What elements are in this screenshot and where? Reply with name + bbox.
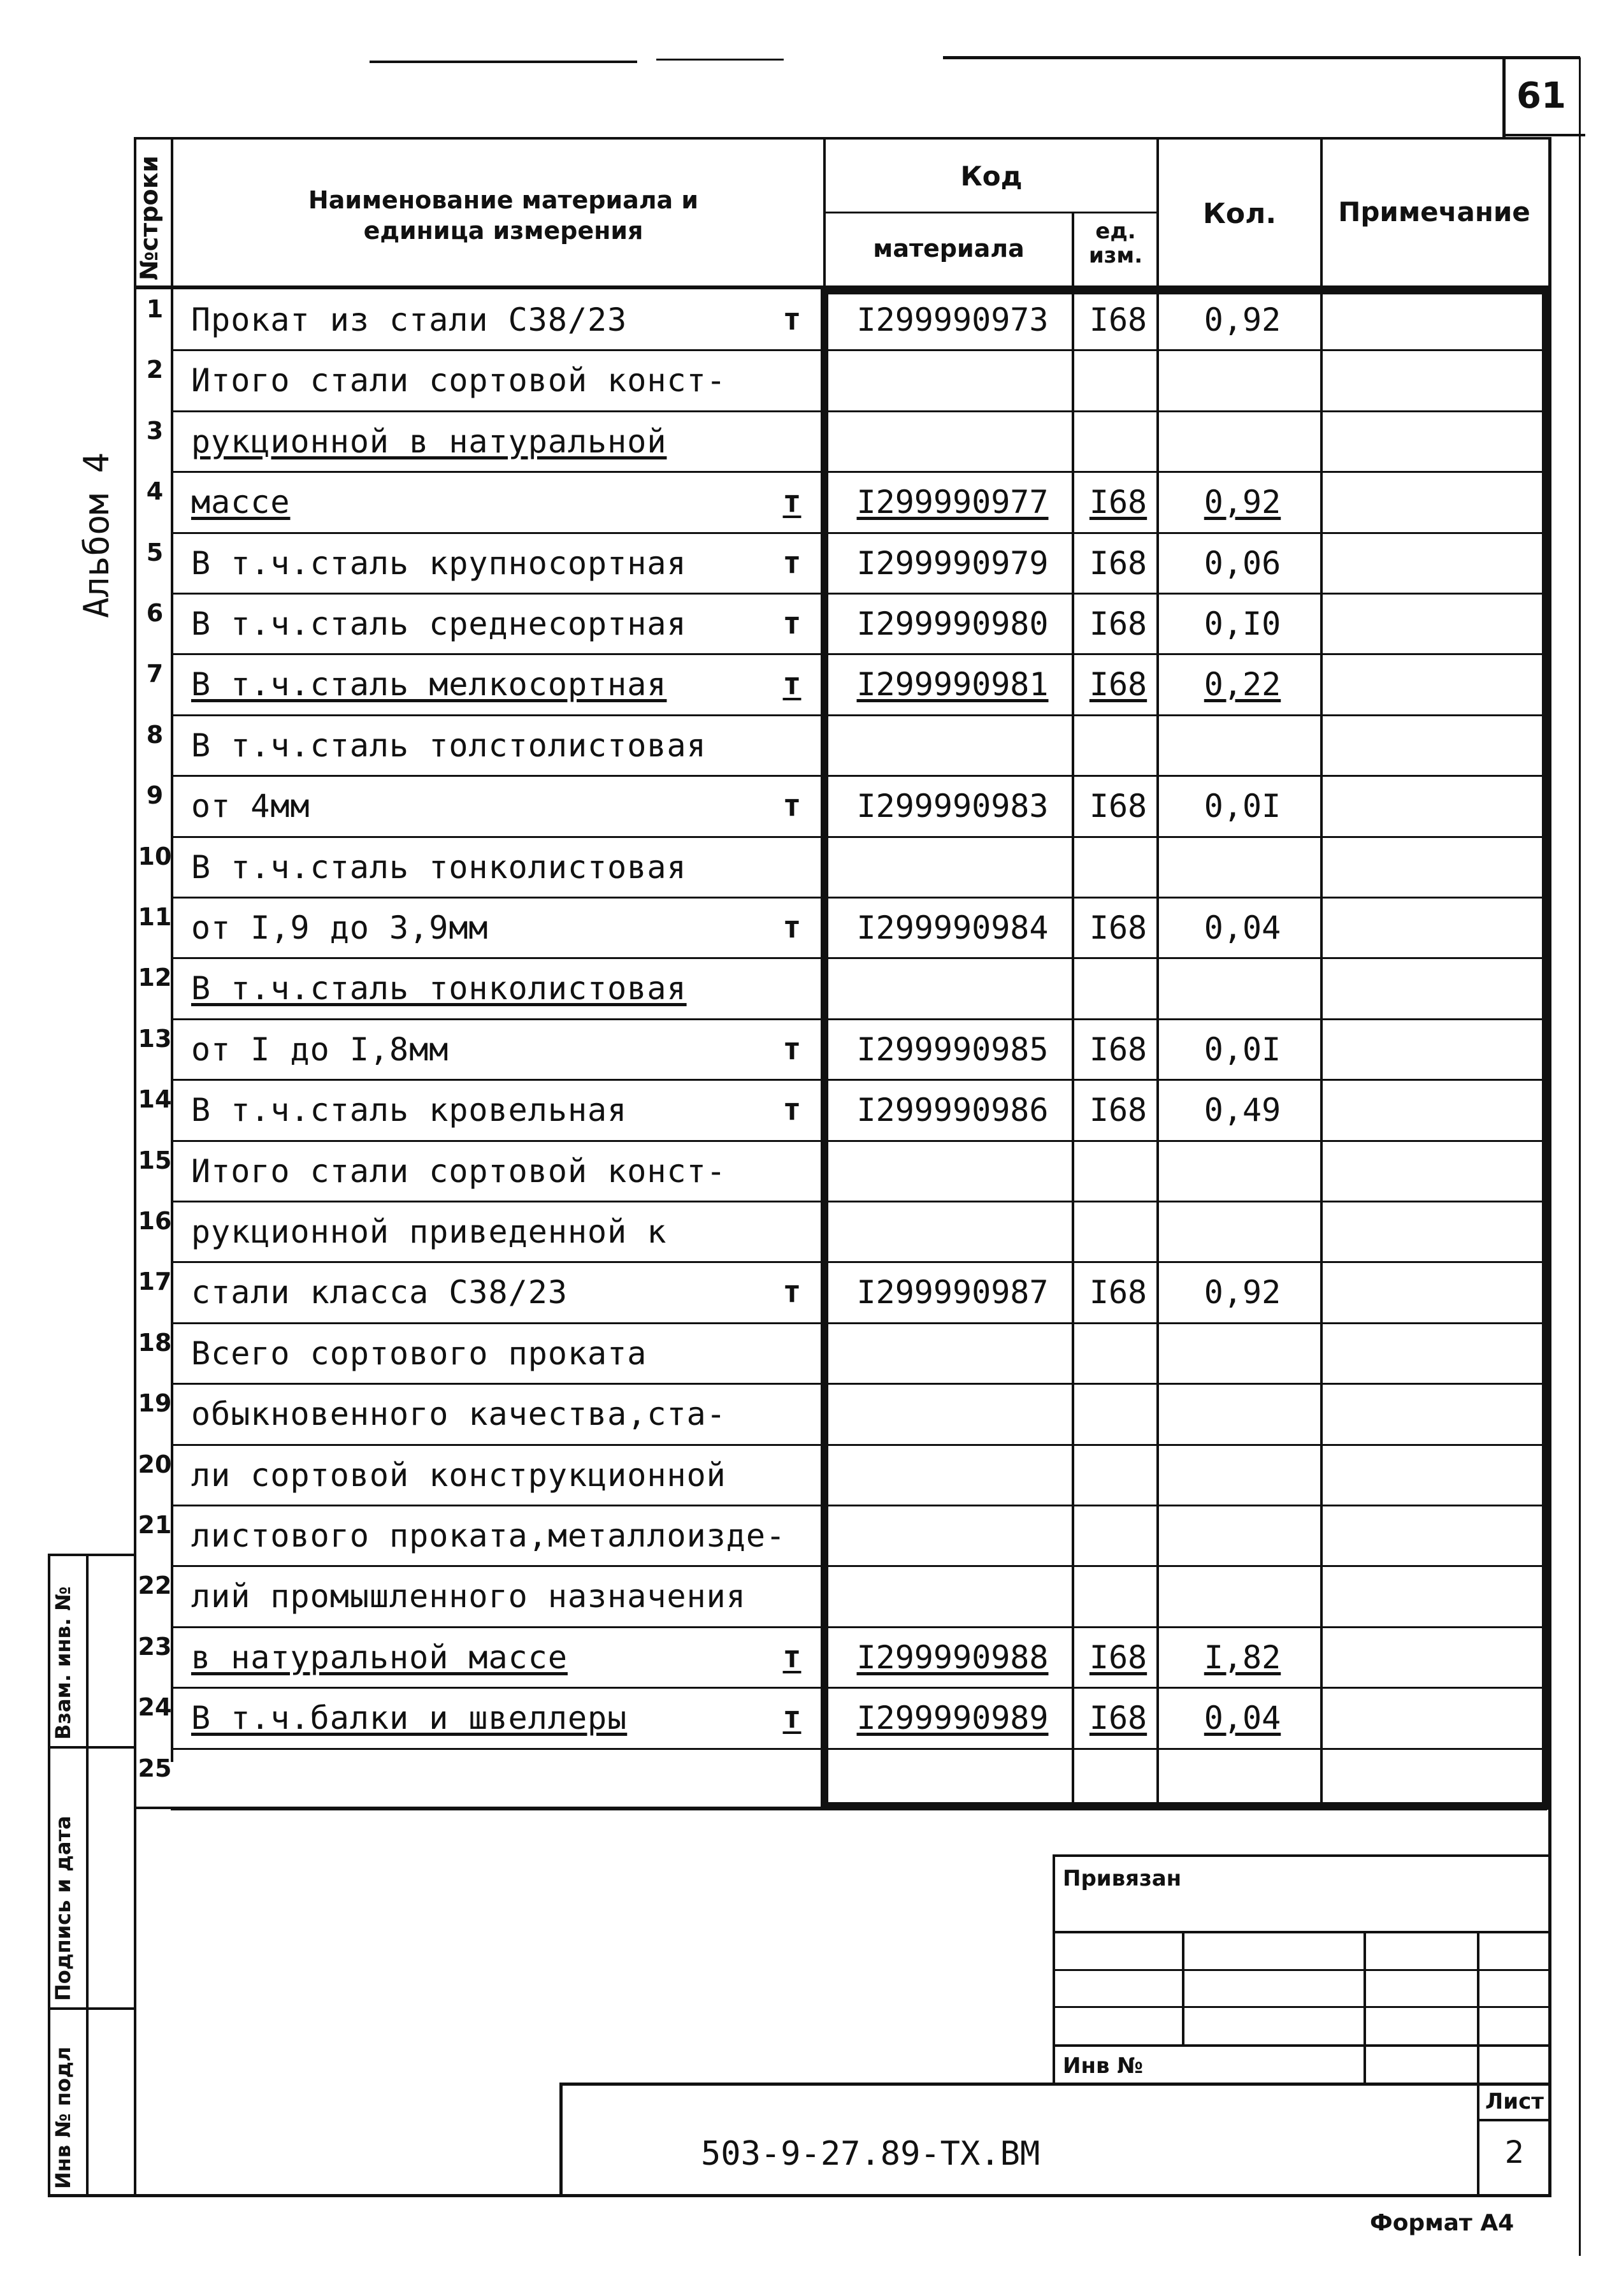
unit-code: I68 (1089, 1030, 1148, 1068)
row-number: 4 (146, 477, 164, 506)
row-divider (171, 1201, 1547, 1202)
unit-code: I68 (1089, 1638, 1148, 1676)
header-code: Код (960, 161, 1023, 192)
unit-code: I68 (1089, 909, 1148, 946)
side-stamp-vzam: Взам. инв. № (51, 1586, 75, 1740)
material-name: ли сортовой конструкционной (191, 1456, 726, 1494)
side-stamp-podpis: Подпись и дата (51, 1816, 75, 2001)
row-divider (171, 532, 1547, 534)
row-divider (171, 1444, 1547, 1446)
row-divider (171, 775, 1547, 777)
row-divider (171, 1383, 1547, 1385)
material-name: от I,9 до 3,9мм (191, 909, 489, 946)
row-divider (171, 593, 1547, 595)
col-qty (1156, 137, 1159, 1807)
side-stamp-top (48, 1554, 136, 1556)
stamp-box-v2 (1364, 1931, 1366, 2084)
material-name: от I до I,8мм (191, 1030, 449, 1068)
material-name: В т.ч.сталь крупносортная (191, 544, 687, 582)
album-label: Альбом 4 (76, 452, 117, 618)
right-edge-line (1579, 57, 1581, 2256)
title-block-top (561, 2083, 1551, 2086)
material-code: I299990979 (856, 544, 1049, 582)
stamp-privyazan: Привязан (1063, 1866, 1182, 1891)
material-code: I299990989 (856, 1700, 1049, 1737)
row-divider (171, 1687, 1547, 1689)
material-name: В т.ч.сталь толстолистовая (191, 726, 707, 764)
unit-code: I68 (1089, 605, 1148, 642)
material-code: I299990985 (856, 1030, 1049, 1068)
material-name: обыкновенного качества,ста- (191, 1396, 726, 1433)
stamp-box-top (1053, 1854, 1551, 1857)
material-code: I299990977 (856, 484, 1049, 521)
row-number: 9 (146, 781, 164, 810)
thick-border-top (821, 287, 1551, 294)
unit-label: т (782, 605, 802, 641)
quantity: 0,I0 (1204, 605, 1281, 642)
row-number: 2 (146, 356, 164, 384)
stamp-box-v1 (1182, 1931, 1184, 2044)
unit-label: т (782, 1274, 802, 1310)
header-material: материала (873, 235, 1025, 263)
row-number: 20 (138, 1450, 172, 1478)
material-name: стали класса С38/23 (191, 1274, 568, 1311)
row-number: 19 (138, 1389, 172, 1418)
row-divider (171, 1018, 1547, 1020)
frame-top (134, 137, 1551, 140)
material-name: В т.ч.сталь среднесортная (191, 605, 687, 642)
material-name: В т.ч.сталь мелкосортная (191, 666, 667, 704)
row-number: 7 (146, 660, 164, 688)
unit-label: т (782, 1638, 802, 1675)
row-divider (171, 653, 1547, 655)
material-name: рукционной в натуральной (191, 422, 667, 460)
row-number: 24 (138, 1693, 172, 1722)
header-name-line1: Наименование материала и (308, 186, 699, 214)
row-number: 3 (146, 416, 164, 445)
stamp-inv-no: Инв № (1063, 2053, 1144, 2079)
row-divider (171, 1261, 1547, 1263)
material-code: I299990984 (856, 909, 1049, 946)
row-number: 13 (138, 1024, 172, 1053)
col-unit-code (1072, 213, 1074, 1807)
row-number: 22 (138, 1571, 172, 1600)
material-name: в натуральной массе (191, 1638, 568, 1676)
material-name: В т.ч.сталь тонколистовая (191, 970, 687, 1007)
material-code: I299990983 (856, 788, 1049, 825)
row-number: 12 (138, 964, 172, 992)
material-name: В т.ч.сталь кровельная (191, 1092, 628, 1129)
row-number: 6 (146, 599, 164, 627)
format-label: Формат А4 (1370, 2210, 1515, 2236)
quantity: 0,04 (1204, 1700, 1281, 1737)
row-divider (171, 349, 1547, 351)
header-row-no: №строки (135, 155, 163, 280)
unit-label: т (782, 301, 802, 337)
row-divider (171, 1505, 1547, 1506)
row-divider (171, 897, 1547, 899)
row-number: 25 (138, 1754, 172, 1782)
material-name: Итого стали сортовой конст- (191, 362, 726, 400)
material-name: листового проката,металлоизде- (191, 1517, 786, 1554)
quantity: I,82 (1204, 1638, 1281, 1676)
material-code: I299990980 (856, 605, 1049, 642)
sheet-number: 2 (1504, 2135, 1525, 2170)
row-number: 16 (138, 1207, 172, 1235)
unit-label: т (782, 909, 802, 945)
header-unit-code-1: ед. (1095, 219, 1136, 244)
unit-code: I68 (1089, 788, 1148, 825)
top-scan-line (943, 56, 1580, 59)
row-number: 10 (138, 842, 172, 870)
page-number-box (1502, 57, 1506, 137)
quantity: 0,04 (1204, 909, 1281, 946)
row-divider (171, 1748, 1547, 1750)
top-scan-line (370, 61, 637, 63)
unit-label: т (782, 484, 802, 520)
material-code: I299990981 (856, 666, 1049, 704)
side-stamp-inv-podl: Инв № подл (51, 2046, 75, 2189)
quantity: 0,92 (1204, 484, 1281, 521)
side-stamp-inner (86, 1554, 89, 2197)
unit-code: I68 (1089, 1092, 1148, 1129)
row-number: 23 (138, 1632, 172, 1661)
document-code: 503-9-27.89-ТХ.ВМ (701, 2135, 1040, 2173)
header-note: Примечание (1338, 196, 1530, 227)
row-number: 5 (146, 538, 164, 567)
unit-label: т (782, 1092, 802, 1128)
quantity: 0,92 (1204, 1274, 1281, 1311)
row-divider (171, 957, 1547, 959)
unit-label: т (782, 1700, 802, 1736)
material-code: I299990987 (856, 1274, 1049, 1311)
row-divider (171, 1140, 1547, 1142)
header-unit-code-2: изм. (1088, 243, 1143, 268)
unit-code: I68 (1089, 1274, 1148, 1311)
row-number: 8 (146, 720, 164, 749)
row-divider (171, 471, 1547, 473)
quantity: 0,0I (1204, 788, 1281, 825)
row-number: 21 (138, 1511, 172, 1539)
unit-label: т (782, 788, 802, 824)
material-name: рукционной приведенной к (191, 1213, 667, 1250)
row-number: 14 (138, 1085, 172, 1114)
thick-border-right (1542, 287, 1551, 1810)
side-stamp-div1 (48, 1746, 136, 1749)
frame-bottom (134, 2194, 1551, 2197)
material-code: I299990986 (856, 1092, 1049, 1129)
unit-code: I68 (1089, 301, 1148, 338)
row-divider (171, 836, 1547, 838)
page-number-box (1502, 134, 1585, 136)
header-qty: Кол. (1202, 198, 1277, 230)
unit-code: I68 (1089, 544, 1148, 582)
material-name: В т.ч.балки и швеллеры (191, 1700, 628, 1737)
thick-border-left (821, 287, 828, 1810)
row-number: 1 (146, 295, 164, 323)
unit-label: т (782, 1030, 802, 1067)
unit-label: т (782, 666, 802, 702)
material-name: Всего сортового проката (191, 1334, 647, 1372)
row-divider (171, 1322, 1547, 1324)
row-number: 15 (138, 1146, 172, 1174)
side-stamp-bottom (48, 2194, 136, 2197)
side-stamp-div2 (48, 2007, 136, 2010)
row-divider (171, 1079, 1547, 1081)
page-number: 61 (1516, 75, 1566, 117)
sheet-divider (1477, 2119, 1551, 2121)
row-divider (171, 1626, 1547, 1628)
quantity: 0,0I (1204, 1030, 1281, 1068)
row-number: 18 (138, 1328, 172, 1357)
top-scan-line (656, 59, 784, 61)
material-code: I299990973 (856, 301, 1049, 338)
sheet-label: Лист (1485, 2089, 1544, 2114)
side-stamp-outer-left (48, 1554, 50, 2197)
unit-label: т (782, 544, 802, 581)
material-name: от 4мм (191, 788, 310, 825)
row-number: 17 (138, 1267, 172, 1296)
quantity: 0,92 (1204, 301, 1281, 338)
quantity: 0,22 (1204, 666, 1281, 704)
material-name: лий промышленного назначения (191, 1578, 746, 1615)
material-name: В т.ч.сталь тонколистовая (191, 848, 687, 886)
unit-code: I68 (1089, 484, 1148, 521)
row-divider (171, 714, 1547, 716)
material-name: Итого стали сортовой конст- (191, 1152, 726, 1190)
material-name: массе (191, 484, 291, 521)
header-name-line2: единица измерения (363, 217, 644, 245)
row-divider (171, 1565, 1547, 1567)
quantity: 0,49 (1204, 1092, 1281, 1129)
unit-code: I68 (1089, 1700, 1148, 1737)
stamp-top (134, 1807, 1551, 1809)
col-note (1320, 137, 1323, 1807)
row-divider (171, 410, 1547, 412)
quantity: 0,06 (1204, 544, 1281, 582)
row-number: 11 (138, 903, 172, 931)
unit-code: I68 (1089, 666, 1148, 704)
material-code: I299990988 (856, 1638, 1049, 1676)
title-block-left (559, 2083, 563, 2195)
material-name: Прокат из стали С38/23 (191, 301, 628, 338)
code-subheader-line (823, 212, 1158, 213)
